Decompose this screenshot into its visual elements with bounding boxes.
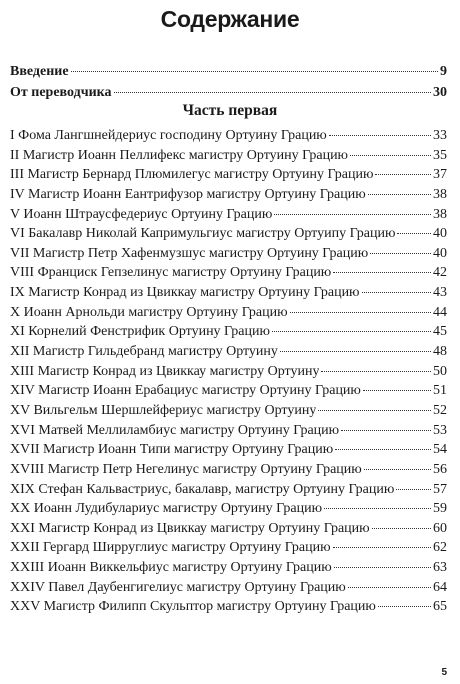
toc-entry-page: 40 — [433, 245, 447, 261]
toc-entry[interactable] — [10, 460, 447, 480]
toc-entry-label: XXIV Павел Даубенгигелиус магистру Ортуину Грацию — [10, 579, 346, 595]
toc-entry[interactable] — [10, 362, 447, 382]
toc-entry[interactable] — [10, 146, 447, 166]
toc-entry-label: XXV Магистр Филипп Скульптор магистру Ортуину Грацию — [10, 599, 376, 615]
toc-entry-label: IV Магистр Иоанн Еантрифузор магистру Ортуину Грацию — [10, 186, 366, 202]
intro-entries — [10, 61, 447, 103]
toc-entry[interactable] — [10, 342, 447, 362]
toc-entry-page: 38 — [433, 206, 447, 222]
toc-entry-page: 59 — [433, 501, 447, 517]
toc-entry-page: 60 — [433, 520, 447, 536]
toc-entry[interactable] — [10, 126, 447, 146]
toc-entry-page: 54 — [433, 442, 447, 458]
dot-leader — [396, 489, 431, 490]
toc-entry-page: 9 — [440, 64, 447, 79]
toc-entry[interactable] — [10, 578, 447, 598]
dot-leader — [329, 135, 431, 136]
toc-entry-page: 51 — [433, 383, 447, 399]
toc-entry-page: 52 — [433, 402, 447, 418]
dot-leader — [290, 312, 431, 313]
toc-entry-label: XX Иоанн Лудибулариус магистру Ортуину Грацию — [10, 501, 323, 517]
part-heading: Часть первая — [182, 102, 278, 119]
toc-entry-introduction[interactable] — [10, 61, 447, 82]
toc-entry-label: XV Вильгельм Шершлейфериус магистру Ортуину — [10, 402, 317, 418]
toc-entry-page: 35 — [433, 147, 447, 163]
toc-entry-label: VI Бакалавр Николай Капримульгиус магистру Ортуипу Грацию — [10, 226, 396, 242]
toc-entry[interactable] — [10, 165, 447, 185]
toc-entry[interactable] — [10, 499, 447, 519]
toc-entry-label: III Магистр Бернард Плюмилегус магистру Ортуину Грацию — [10, 167, 374, 183]
dot-leader — [362, 292, 431, 293]
dot-leader — [334, 567, 431, 568]
dot-leader — [368, 194, 431, 195]
toc-entry-label: I Фома Лангшнейдериус господину Ортуину Грацию — [10, 128, 327, 143]
dot-leader — [321, 371, 431, 372]
dot-leader — [397, 233, 431, 234]
dot-leader — [364, 469, 431, 470]
toc-entry-label: XVI Матвей Меллиламбиус магистру Ортуину Грацию — [10, 422, 340, 438]
toc-entry[interactable] — [10, 303, 447, 323]
toc-entry-label: От переводчика — [10, 85, 112, 100]
toc-entry[interactable] — [10, 283, 447, 303]
toc-entry[interactable] — [10, 205, 447, 225]
toc-entry-label: II Магистр Иоанн Пеллифекс магистру Ортуину Грацию — [10, 147, 349, 163]
toc-entry[interactable] — [10, 263, 447, 283]
dot-leader — [350, 155, 431, 156]
toc-entry[interactable] — [10, 244, 447, 264]
toc-entry-page: 53 — [433, 422, 447, 438]
toc-entry-page: 63 — [433, 560, 447, 576]
toc-entry-page: 45 — [433, 324, 447, 340]
toc-entry-translator-note[interactable] — [10, 82, 447, 103]
toc-entry-label: XI Корнелий Фенстрифик Ортуину Грацию — [10, 324, 270, 340]
toc-entry-label: V Иоанн Штраусфедериус Ортуину Грацию — [10, 206, 273, 222]
toc-entry-label: XXII Гергард Ширруглиус магистру Ортуину Грацию — [10, 540, 331, 556]
toc-entry-page: 50 — [433, 363, 447, 379]
page-title: Содержание — [160, 6, 300, 32]
dot-leader — [375, 174, 431, 175]
toc-entry[interactable] — [10, 381, 447, 401]
toc-entry-page: 37 — [433, 167, 447, 183]
toc-entry[interactable] — [10, 224, 447, 244]
toc-entry[interactable] — [10, 185, 447, 205]
toc-entry-page: 38 — [433, 186, 447, 202]
toc-entry-page: 65 — [433, 599, 447, 615]
toc-entry-page: 43 — [433, 285, 447, 301]
toc-entry-page: 44 — [433, 304, 447, 320]
dot-leader — [341, 430, 431, 431]
dot-leader — [370, 253, 431, 254]
toc-entry-page: 57 — [433, 481, 447, 497]
toc-entry-label: XII Магистр Гильдебранд магистру Ортуину — [10, 344, 278, 360]
toc-entry-label: XIV Магистр Иоанн Ерабациус магистру Ортуину Грацию — [10, 383, 361, 399]
dot-leader — [335, 449, 431, 450]
toc-entry-label: XIX Стефан Кальвастриус, бакалавр, магистру Ортуину Грацию — [10, 481, 395, 497]
toc-entry[interactable] — [10, 401, 447, 421]
dot-leader — [378, 606, 431, 607]
toc-entry-page: 42 — [433, 265, 447, 281]
dot-leader — [114, 92, 431, 93]
toc-entry-label: VII Магистр Петр Хафенмузшус магистру Ортуину Грацию — [10, 245, 369, 261]
toc-entry-label: XVII Магистр Иоанн Типи магистру Ортуину Грацию — [10, 442, 334, 458]
toc-entry-label: VIII Франциск Гепзелинус магистру Ортуину Грацию — [10, 265, 332, 281]
toc-entry[interactable] — [10, 519, 447, 539]
toc-entry-page: 30 — [433, 85, 447, 100]
toc-entry-page: 62 — [433, 540, 447, 556]
toc-entry-label: XXI Магистр Конрад из Цвиккау магистру Ортуину Грацию — [10, 520, 370, 536]
dot-leader — [71, 71, 438, 72]
dot-leader — [372, 528, 431, 529]
dot-leader — [280, 351, 431, 352]
toc-entry[interactable] — [10, 322, 447, 342]
toc-entry-label: Введение — [10, 64, 69, 79]
toc-entry-label: X Иоанн Арнольди магистру Ортуину Грацию — [10, 304, 288, 320]
toc-entry[interactable] — [10, 480, 447, 500]
dot-leader — [324, 508, 431, 509]
toc-entry-label: XVIII Магистр Петр Негелинус магистру Ортуину Грацию — [10, 461, 362, 477]
dot-leader — [272, 331, 431, 332]
toc-entry[interactable] — [10, 421, 447, 441]
toc-entry[interactable] — [10, 597, 447, 617]
dot-leader — [363, 390, 431, 391]
dot-leader — [274, 214, 431, 215]
dot-leader — [333, 272, 431, 273]
toc-entry-label: XXIII Иоанн Виккельфиус магистру Ортуину Грацию — [10, 560, 332, 576]
toc-entry[interactable] — [10, 440, 447, 460]
toc-entry-page: 40 — [433, 226, 447, 242]
toc-entry-label: IX Магистр Конрад из Цвиккау магистру Ортуину Грацию — [10, 285, 360, 301]
toc-entry[interactable] — [10, 558, 447, 578]
toc-entry-label: XIII Магистр Конрад из Цвиккау магистру Ортуину — [10, 363, 320, 379]
toc-entry-page: 56 — [433, 461, 447, 477]
toc-entry-page: 48 — [433, 344, 447, 360]
toc-entry-page: 33 — [433, 128, 447, 143]
toc-entry-page: 64 — [433, 579, 447, 595]
page-number: 5 — [441, 667, 447, 678]
dot-leader — [318, 410, 431, 411]
dot-leader — [348, 587, 431, 588]
dot-leader — [333, 547, 431, 548]
chapter-list — [10, 126, 447, 617]
toc-entry[interactable] — [10, 538, 447, 558]
